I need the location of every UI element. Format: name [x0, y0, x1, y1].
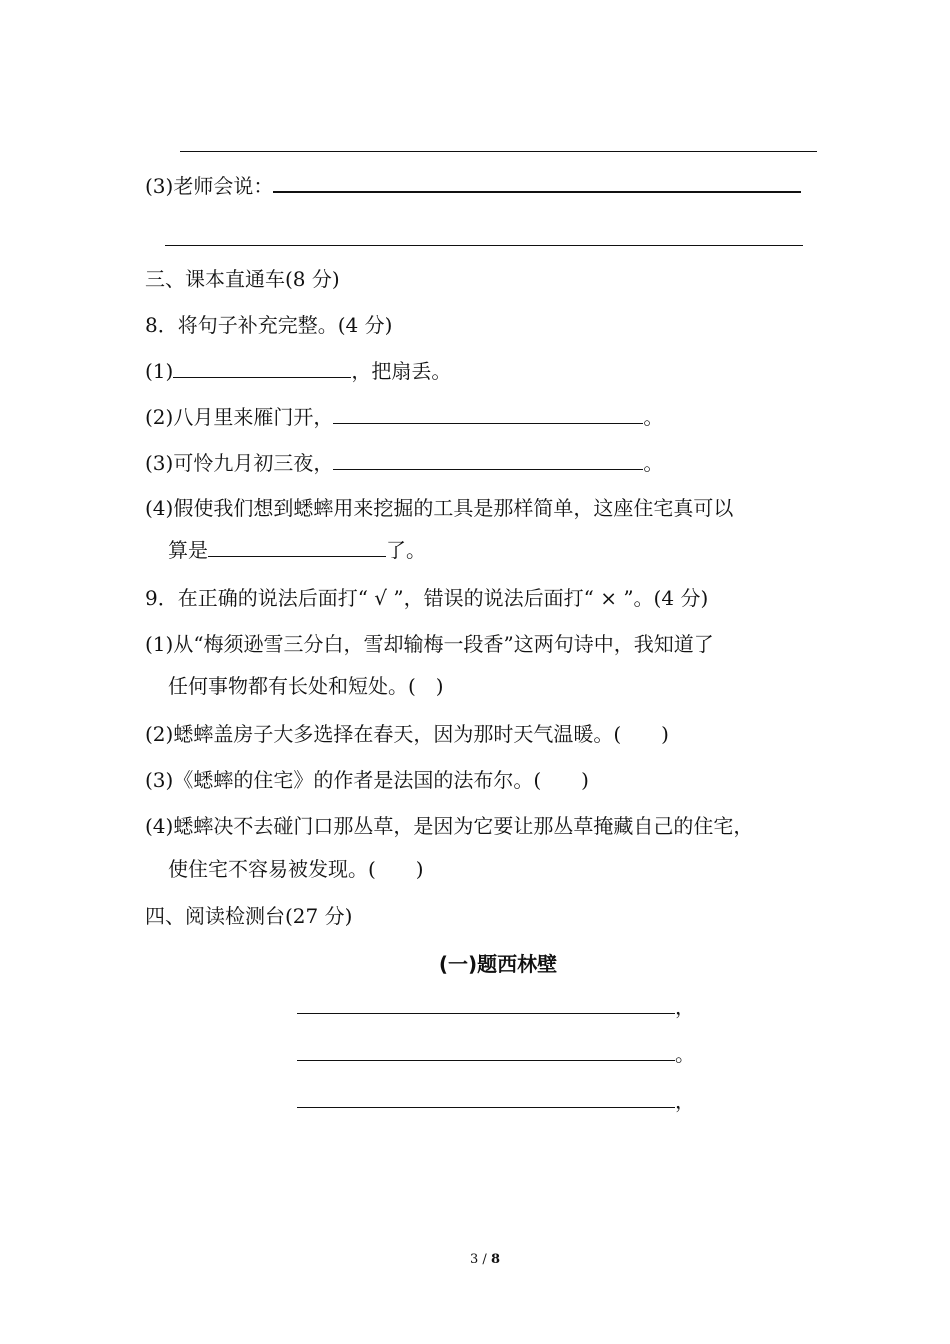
- poem-title: (一)题西林壁: [438, 952, 558, 976]
- q8-heading: 8．将句子补充完整。(4 分): [145, 313, 393, 337]
- q8-item3-prefix: (3)可怜九月初三夜，: [145, 451, 334, 475]
- q9-item4-line1: (4)蟋蟀决不去碰门口那丛草，是因为它要让那丛草掩藏自己的住宅，: [145, 814, 754, 838]
- answer-blank[interactable]: [173, 357, 351, 378]
- q8-item2-prefix: (2)八月里来雁门开，: [145, 405, 334, 429]
- q8-item4-prefix: 算是: [168, 538, 208, 562]
- page-current: 3: [470, 1252, 479, 1267]
- answer-blank[interactable]: [208, 536, 386, 557]
- q8-item1: [145, 357, 451, 385]
- q8-item2-suffix: 。: [643, 405, 664, 429]
- poem-line-3-punct: ，: [675, 1089, 695, 1113]
- section4-heading: 四、阅读检测台(27 分): [145, 904, 353, 928]
- answer-blank[interactable]: [297, 1040, 675, 1061]
- page-total: 8: [490, 1252, 500, 1267]
- q9-heading: 9．在正确的说法后面打“ √ ”，错误的说法后面打“ × ”。(4 分): [145, 586, 709, 610]
- answer-blank[interactable]: [297, 1087, 675, 1108]
- page-number: [0, 1252, 950, 1267]
- q8-item4-suffix: 了。: [386, 538, 426, 562]
- answer-blank[interactable]: [273, 171, 801, 193]
- poem-line-1-punct: ，: [675, 995, 695, 1019]
- answer-blank[interactable]: [297, 993, 675, 1014]
- q7-item3-label: (3)老师会说：: [145, 174, 274, 198]
- q8-item2: [145, 403, 663, 431]
- q8-item4-line1: (4)假使我们想到蟋蟀用来挖掘的工具是那样简单，这座住宅真可以: [145, 496, 734, 520]
- answer-line[interactable]: [180, 151, 817, 152]
- poem-line-2-punct: 。: [675, 1042, 695, 1066]
- page-separator: /: [478, 1252, 491, 1267]
- q9-item1-line1: (1)从“梅须逊雪三分白，雪却输梅一段香”这两句诗中，我知道了: [145, 632, 714, 656]
- poem-line-2: [297, 1040, 695, 1068]
- q8-item3: [145, 449, 663, 477]
- q8-item4-line2: [168, 536, 426, 564]
- q7-item3: [145, 171, 801, 200]
- q9-item4-line2: 使住宅不容易被发现。( ): [168, 857, 424, 881]
- q8-item1-suffix: ，把扇丢。: [351, 359, 452, 383]
- answer-blank[interactable]: [333, 403, 643, 424]
- q9-item3: (3)《蟋蟀的住宅》的作者是法国的法布尔。( ): [145, 768, 589, 792]
- q8-item3-suffix: 。: [643, 451, 664, 475]
- answer-blank[interactable]: [333, 449, 643, 470]
- section3-heading: 三、课本直通车(8 分): [145, 267, 340, 291]
- answer-line[interactable]: [165, 245, 803, 246]
- poem-line-3: [297, 1087, 695, 1115]
- q8-item1-prefix: (1): [145, 359, 174, 383]
- q9-item2: (2)蟋蟀盖房子大多选择在春天，因为那时天气温暖。( ): [145, 722, 669, 746]
- poem-line-1: [297, 993, 695, 1021]
- q9-item1-line2: 任何事物都有长处和短处。( ): [168, 674, 444, 698]
